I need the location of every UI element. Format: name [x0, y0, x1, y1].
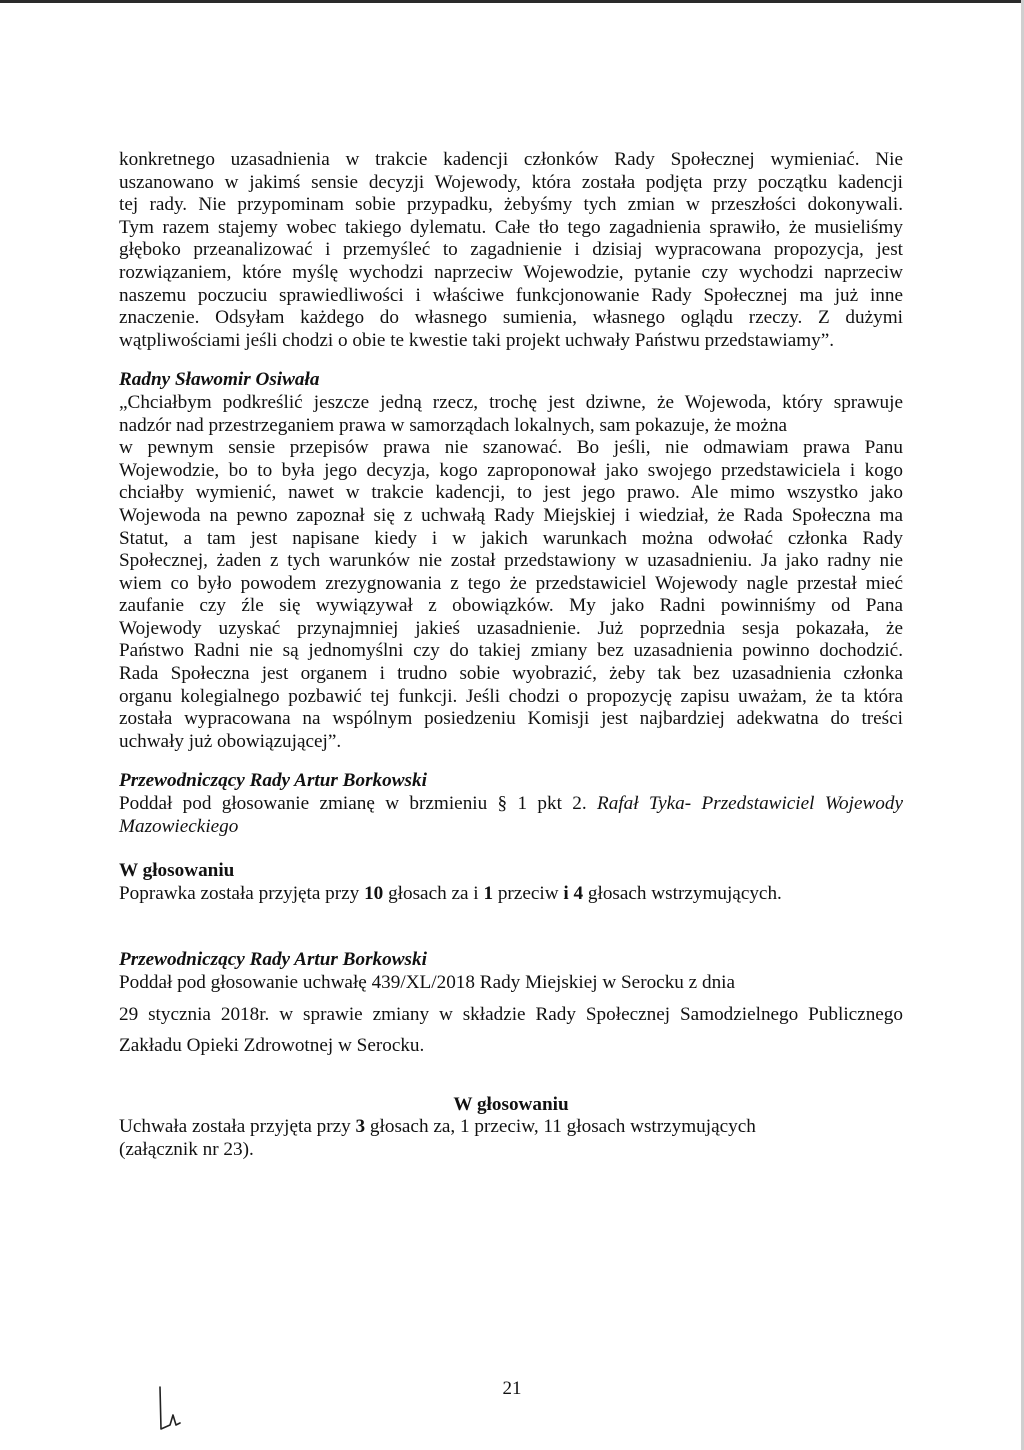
chair-paragraph: [119, 972, 903, 1058]
votes-for: 3: [355, 1116, 366, 1138]
vote-text: głosach za i: [388, 882, 479, 904]
vote-text: Poprawka została przyjęta przy: [119, 882, 360, 904]
chair-text: Poddał pod głosowanie zmianę w brzmieniu § 1 pkt 2.: [119, 793, 587, 815]
text-line: wątpliwościami jeśli chodzi o obie te kwestie taki projekt uchwały Państwu przedstawiamy”.: [119, 329, 835, 351]
vote-text: głosach wstrzymujących.: [587, 882, 782, 904]
text-line: głęboko przeanalizować i przemyśleć to zagadnienie i dzisiaj wypracowana propozycja, jest: [119, 239, 903, 261]
text-line: konkretnego uzasadnienia w trakcie kadencji członków Rady Społecznej wymieniać. Nie: [119, 149, 903, 170]
speaker-name: Radny Sławomir Osiwała: [119, 369, 320, 391]
text-line: Państwo Radni nie są jednomyślni czy do takiej zmiany bez uzasadnienia powinno dochodzić.: [119, 640, 903, 662]
text-line: tej rady. Nie przypominam sobie przypadku, żebyśmy tych zmian w przeszłości dokonywali.: [119, 194, 903, 216]
vote-text: przeciw: [497, 882, 559, 904]
scan-edge-top: [0, 0, 1024, 3]
text-line: Zakładu Opieki Zdrowotnej w Serocku.: [119, 1035, 425, 1057]
vote-text: głosach za, 1 przeciw, 11 głosach wstrzymujących: [369, 1116, 756, 1138]
vote-text: Uchwała została przyjęta przy: [119, 1116, 351, 1138]
text-line: uchwały już obowiązującej”.: [119, 730, 342, 752]
text-line: uszanowano w jakimś sensie decyzji Wojewody, która została podjęta przy początku kadencji: [119, 171, 903, 193]
chair-speaker-name: Przewodniczący Rady Artur Borkowski: [119, 949, 427, 971]
text-line: Statut, a tam jest napisane kiedy i w jakich warunkach można odwołać członka Rady: [119, 527, 903, 549]
text-line: naszemu poczuciu sprawiedliwości i właściwe funkcjonowanie Rady Społecznej ma już inne: [119, 284, 903, 306]
text-line: „Chciałbym podkreślić jeszcze jedną rzecz, trochę jest dziwne, że Wojewoda, który sprawuje: [119, 391, 903, 413]
text-line: Tym razem stajemy wobec takiego dylematu. Całe tło tego zagadnienia sprawiło, że musieliśmy: [119, 216, 903, 238]
text-line: zaufanie czy źle się wywiązywał z obowiązków. My jako Radni powinniśmy od Pana: [119, 595, 903, 617]
text-line: chciałby wymienić, nawet w trakcie kadencji, to jest jego prawo. Ale mimo wszystko jako: [119, 482, 903, 504]
text-line: [119, 793, 903, 816]
handwritten-initials: [150, 1385, 200, 1435]
text-line: [119, 816, 903, 839]
vote-result: [119, 1116, 903, 1161]
text-line: znaczenie. Odsyłam każdego do własnego sumienia, własnego oglądu rzeczy. Z dużymi: [119, 307, 903, 329]
vote-result: [119, 883, 903, 906]
votes-against: 1: [483, 882, 494, 904]
text-line: w pewnym sensie przepisów prawa nie szanować. Bo jeśli, nie odmawiam prawa Panu: [119, 437, 903, 459]
text-line: Rada Społeczna jest organem i trudno sobie wyobrazić, żeby tak bez uzasadnienia członka: [119, 663, 903, 685]
text-line: została wypracowana na wspólnym posiedzeniu Komisji jest najbardziej adekwatna do treści: [119, 708, 903, 730]
text-line: rozwiązaniem, które myślę wychodzi naprzeciw Wojewodzie, pytanie czy wychodzi naprzeciw: [119, 261, 903, 283]
text-line: [119, 1116, 903, 1139]
text-line: wiem co było powodem zrezygnowania z tego że przedstawiciel Wojewody nagle przestał mieć: [119, 572, 903, 594]
text-line: Poddał pod głosowanie uchwałę 439/XL/2018 Rady Miejskiej w Serocku z dnia: [119, 972, 736, 993]
vote-heading: W głosowaniu: [119, 860, 235, 882]
text-line: Wojewoda na pewno zapoznał się z uchwałą Rady Miejskiej i wiedział, że Rada Społeczna ma: [119, 504, 903, 526]
italic-name-cont: Mazowieckiego: [119, 815, 239, 837]
speech-paragraph: [119, 392, 903, 754]
chair-speaker-name: Przewodniczący Rady Artur Borkowski: [119, 770, 427, 792]
text-line: Wojewody uzyskać przynajmniej jakieś uzasadnienie. Już poprzednia sesja pokazała, że: [119, 617, 903, 639]
text-line: organu kolegialnego pozbawić tej funkcji. Jeśli chodzi o propozycję zapisu uważam, że ta która: [119, 685, 903, 707]
votes-for: 10: [364, 882, 384, 904]
text-line: 29 stycznia 2018r. w sprawie zmiany w składzie Rady Społecznej Samodzielnego Publicznego: [119, 1003, 903, 1025]
text-line: nadzór nad przestrzeganiem prawa w samorządach lokalnych, sam pokazuje, że można: [119, 414, 788, 436]
continuation-paragraph: [119, 149, 903, 352]
page-number: 21: [502, 1378, 522, 1399]
italic-name: Rafał Tyka- Przedstawiciel Wojewody: [597, 793, 903, 815]
votes-abstain: i 4: [563, 882, 584, 904]
page-content: [119, 149, 903, 1162]
chair-paragraph: [119, 793, 903, 838]
text-line: Społecznej, żaden z tych warunków nie został przedstawiony w uzasadnieniu. Ja jako radny nie: [119, 550, 903, 572]
text-line: Wojewodzie, bo to była jego decyzja, kogo zaproponował jako swojego przedstawiciela i kogo: [119, 459, 903, 481]
text-line: (załącznik nr 23).: [119, 1138, 254, 1160]
vote-heading: W głosowaniu: [453, 1093, 569, 1115]
